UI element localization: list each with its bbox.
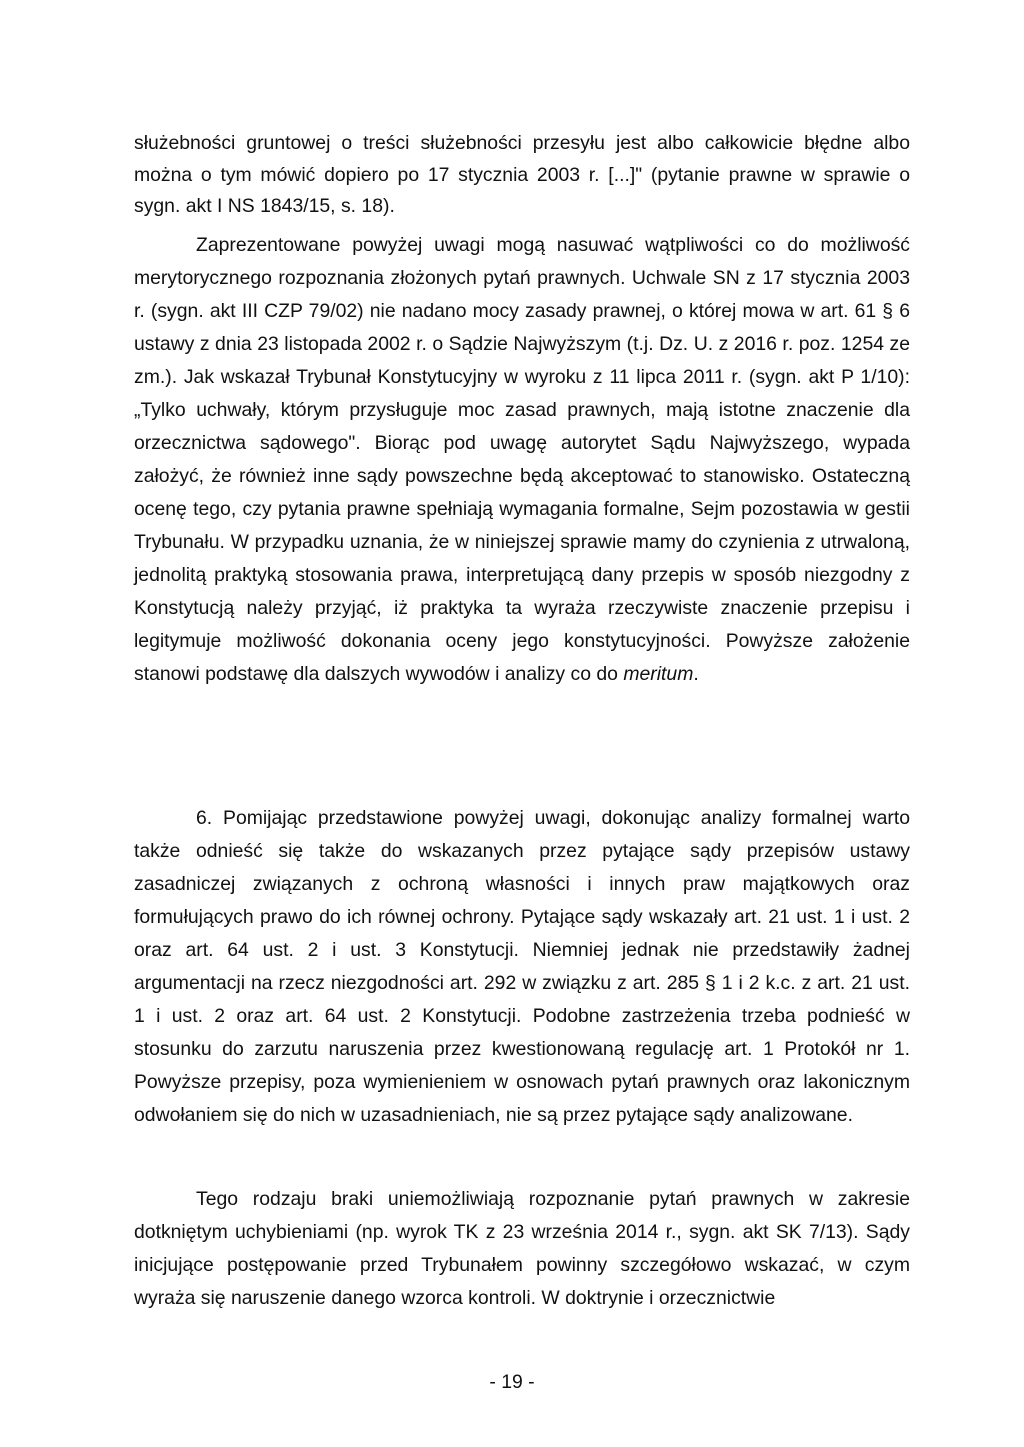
italic-term: meritum — [623, 663, 694, 685]
paragraph-continuation: służebności gruntowej o treści służebności przesyłu jest albo całkowicie błędne albo można o tym mówić dopiero po 17 stycznia 2003 r. [...]" (pytanie prawne w sprawie o sygn. akt I NS 1843/15, s. 18). — [134, 132, 910, 217]
paragraph-sn-resolution — [134, 229, 910, 691]
paragraph-text: Zaprezentowane powyżej uwagi mogą nasuwać wątpliwości co do możliwość merytorycznego rozpoznania złożonych pytań prawnych. Uchwale SN z 17 stycznia 2003 r. (sygn. akt III CZP 79/02) nie nadano mocy zasady prawnej, o której mowa w art. 61 § 6 ustawy z dnia 23 listopada 2002 r. o Sądzie Najwyższym (t.j. Dz. U. z 2016 r. poz. 1254 ze zm.). Jak wskazał Trybunał Konstytucyjny w wyroku z 11 lipca 2011 r. (sygn. akt P 1/10): „Tylko uchwały, którym przysługuje moc zasad prawnych, mają istotne znaczenie dla orzecznictwa sądowego". Biorąc pod uwagę autorytet Sądu Najwyższego, wypada założyć, że również inne sądy powszechne będą akceptować to stanowisko. Ostateczną ocenę tego, czy pytania prawne spełniają wymagania formalne, Sejm pozostawia w gestii Trybunału. W przypadku uznania, że w niniejszej sprawie mamy do czynienia z utrwaloną, jednolitą praktyką stosowania prawa, interpretującą dany przepis w sposób niezgodny z Konstytucją należy przyjąć, iż praktyka ta wyraża rzeczywiste znaczenie przepisu i legitymuje możliwość dokonania oceny jego konstytucyjności. Powyższe założenie stanowi podstawę dla dalszych wywodów i analizy co do — [134, 234, 910, 685]
paragraph-end: . — [693, 663, 699, 685]
paragraph-section-6: 6. Pomijając przedstawione powyżej uwagi, dokonując analizy formalnej warto także odnieść się także do wskazanych przez pytające sądy przepisów ustawy zasadniczej związanych z ochroną własności i innych praw majątkowych oraz formułujących prawo do ich równej ochrony. Pytające sądy wskazały art. 21 ust. 1 i ust. 2 oraz art. 64 ust. 2 i ust. 3 Konstytucji. Niemniej jednak nie przedstawiły żadnej argumentacji na rzecz niezgodności art. 292 w związku z art. 285 § 1 i 2 k.c. z art. 21 ust. 1 i ust. 2 oraz art. 64 ust. 2 Konstytucji. Podobne zastrzeżenia trzeba podnieść w stosunku do zarzutu naruszenia przez kwestionowaną regulację art. 1 Protokół nr 1. Powyższe przepisy, poza wymienieniem w osnowach pytań prawnych oraz lakonicznym odwołaniem się do nich w uzasadnieniach, nie są przez pytające sądy analizowane. — [134, 807, 910, 1126]
paragraph-deficiencies: Tego rodzaju braki uniemożliwiają rozpoznanie pytań prawnych w zakresie dotkniętym uchybieniami (np. wyrok TK z 23 września 2014 r., sygn. akt SK 7/13). Sądy inicjujące postępowanie przed Trybunałem powinny szczegółowo wskazać, w czym wyraża się naruszenie danego wzorca kontroli. W doktrynie i orzecznictwie — [134, 1188, 910, 1309]
page-number: - 19 - — [489, 1371, 535, 1393]
